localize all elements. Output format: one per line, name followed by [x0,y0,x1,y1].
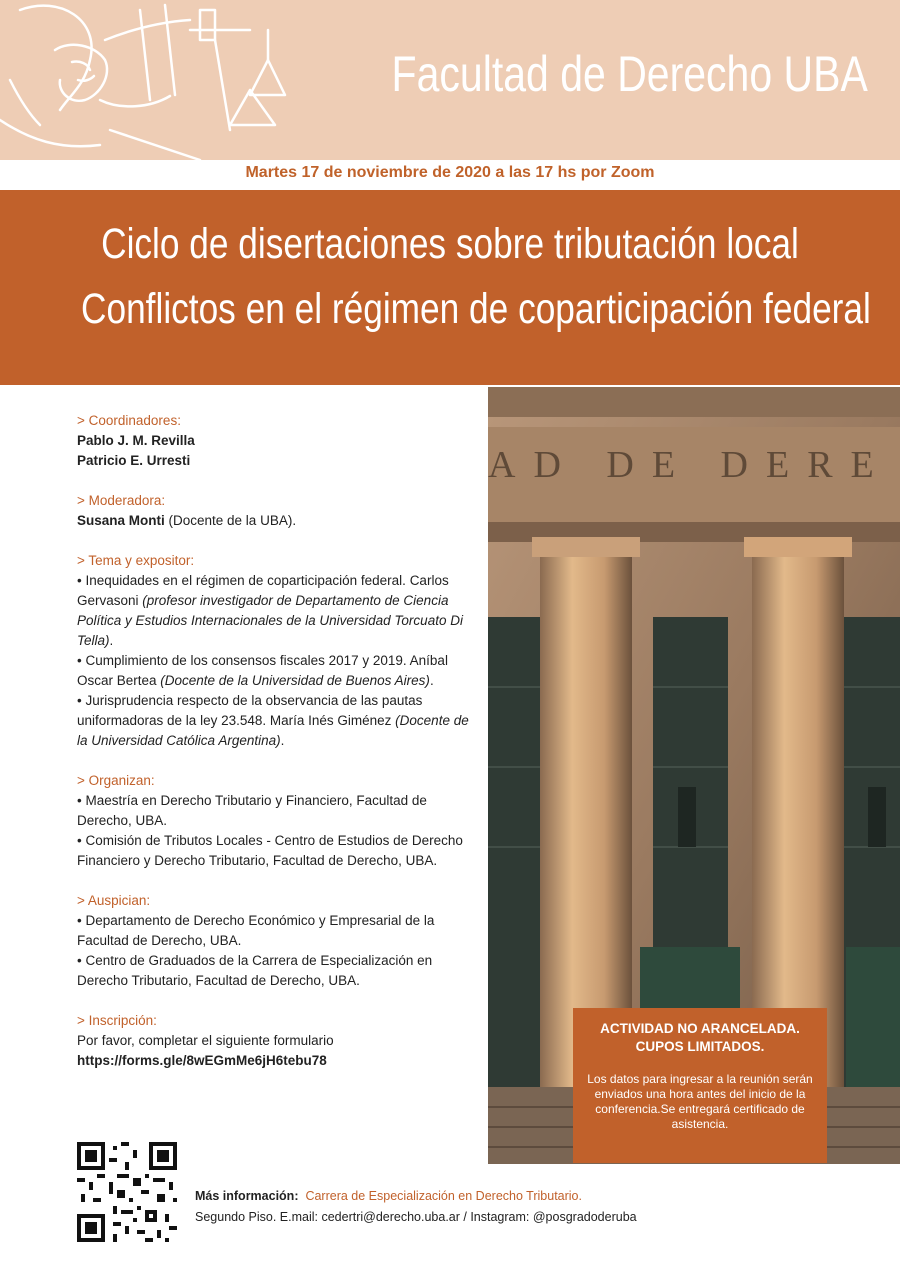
topic-item [77,651,477,691]
sponsor-item: • Departamento de Derecho Económico y Empresarial de la Facultad de Derecho, UBA. [77,913,435,948]
coordinadores-section [77,411,477,471]
inscripcion-text: Por favor, completar el siguiente formulario [77,1033,334,1048]
organizer-item: • Comisión de Tributos Locales - Centro de Estudios de Derecho Financiero y Derecho Tributario, Facultad de Derecho, UBA. [77,833,463,868]
topic-text: • Jurisprudencia respecto de la observancia de las pautas uniformadoras de la ley 23.548. María Inés Giménez [77,693,423,728]
topic-speaker-affiliation: (profesor investigador de Departamento de Ciencia Política y Estudios Internacionales de la Universidad Torcuato Di Tella) [77,593,463,648]
moderator-name: Susana Monti [77,513,165,528]
notice-title [573,1020,827,1056]
notice-title-line1: ACTIVIDAD NO ARANCELADA. [600,1021,800,1036]
header [0,0,900,160]
justice-figure-illustration [0,0,340,160]
moderadora-heading: > Moderadora: [77,493,166,508]
coordinator-name: Pablo J. M. Revilla [77,433,195,448]
banner-title-line2: Conflictos en el régimen de coparticipación federal [81,285,871,333]
banner-title-line1: Ciclo de disertaciones sobre tributación local [101,220,799,268]
inscripcion-heading: > Inscripción: [77,1013,157,1028]
topic-end: . [109,633,114,648]
organizer-item: • Maestría en Derecho Tributario y Financiero, Facultad de Derecho, UBA. [77,793,427,828]
topic-item [77,571,477,651]
topic-end: . [280,733,285,748]
inscripcion-section [77,1011,477,1071]
more-info [195,1186,637,1228]
sponsor-item: • Centro de Graduados de la Carrera de Especialización en Derecho Tributario, Facultad de Derecho, UBA. [77,953,433,988]
moderadora-section [77,491,477,531]
tema-heading: > Tema y expositor: [77,553,195,568]
notice-title-line2: CUPOS LIMITADOS. [635,1039,765,1054]
tema-section [77,551,477,751]
auspician-heading: > Auspician: [77,893,151,908]
coordinadores-heading: > Coordinadores: [77,413,181,428]
organizan-heading: > Organizan: [77,773,155,788]
program-details [77,411,477,1091]
event-date: Martes 17 de noviembre de 2020 a las 17 hs por Zoom [245,164,655,181]
moderator-line [77,511,477,531]
topic-text: • Cumplimiento de los consensos fiscales 2017 y 2019. Aníbal Oscar Bertea [77,653,448,688]
moderator-detail: (Docente de la UBA). [164,513,297,528]
topic-end: . [429,673,434,688]
more-info-label: Más información: [195,1189,299,1203]
title-banner [0,190,900,385]
notice-box [573,1008,827,1163]
qr-code[interactable] [77,1142,177,1242]
topic-speaker-affiliation: (Docente de la Universidad de Buenos Aires) [160,673,430,688]
registration-link[interactable]: https://forms.gle/8wEGmMe6jH6tebu78 [77,1053,327,1068]
program-name: Carrera de Especialización en Derecho Tributario. [305,1189,582,1203]
building-inscription: AD DE DERE [488,444,892,486]
more-info-line [195,1186,637,1207]
topic-speaker-affiliation: (Docente de la Universidad Católica Argentina) [77,713,469,748]
auspician-section [77,891,477,991]
organizan-section [77,771,477,871]
notice-body: Los datos para ingresar a la reunión serán enviados una hora antes del inicio de la conferencia.Se entregará certificado de asistencia. [587,1072,813,1131]
topic-item [77,691,477,751]
contact-line: Segundo Piso. E.mail: cedertri@derecho.uba.ar / Instagram: @posgradoderuba [195,1210,637,1224]
coordinator-name: Patricio E. Urresti [77,453,191,468]
topic-text: • Inequidades en el régimen de coparticipación federal. Carlos Gervasoni [77,573,449,608]
faculty-title: Facultad de Derecho UBA [391,46,868,102]
